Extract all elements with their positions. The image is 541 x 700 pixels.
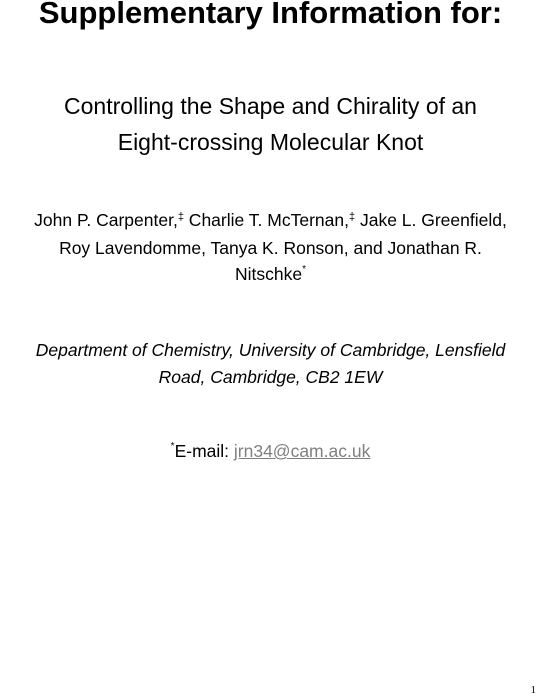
equal-contribution-mark: ‡ xyxy=(177,211,184,223)
author-list-line-2: Roy Lavendomme, Tanya K. Ronson, and Jonathan R. xyxy=(59,238,482,258)
author-mcternan: Charlie T. McTernan, xyxy=(183,210,349,230)
affiliation-line-1: Department of Chemistry, University of Cambridge, Lensfield xyxy=(35,340,506,360)
author-greenfield: Jake L. Greenfield, xyxy=(355,210,507,230)
contact-email xyxy=(0,439,541,463)
author-nitschke: Nitschke xyxy=(234,264,303,284)
author-list-line-3 xyxy=(0,262,541,286)
email-link[interactable]: jrn34@cam.ac.uk xyxy=(233,441,371,461)
paper-title-line-2: Eight-crossing Molecular Knot xyxy=(117,129,424,155)
author-carpenter: John P. Carpenter, xyxy=(34,210,178,230)
corresponding-author-mark: * xyxy=(302,264,306,275)
affiliation-line-2: Road, Cambridge, CB2 1EW xyxy=(158,367,383,387)
paper-title-line-1: Controlling the Shape and Chirality of an xyxy=(64,93,477,119)
author-list-line-1 xyxy=(0,208,541,232)
page-number: 1 xyxy=(530,684,536,696)
supplementary-heading: Supplementary Information for: xyxy=(38,0,503,30)
equal-contribution-mark: ‡ xyxy=(348,211,356,223)
corresponding-author-mark: * xyxy=(170,441,175,452)
email-label: E-mail: xyxy=(174,441,234,461)
